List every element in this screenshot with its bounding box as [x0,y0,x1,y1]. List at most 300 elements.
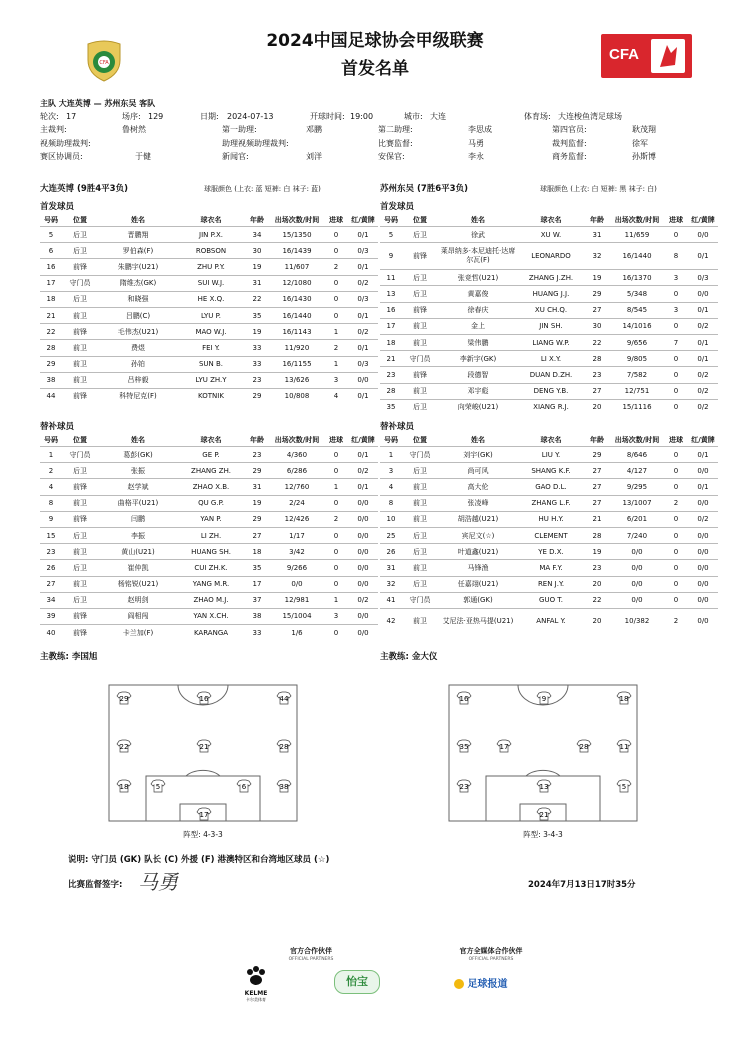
cell-age: 31 [244,479,270,495]
cell-age: 17 [244,576,270,592]
cell-cards: 0/1 [348,388,378,404]
away-coach: 主教练: 金大仪 [380,652,438,662]
cell-shirt-name: HU H.Y. [518,511,584,527]
away-starting-row [380,286,718,302]
cell-shirt-name: YE D.X. [518,544,584,560]
player-shirt-icon [497,740,511,752]
col-header-appearances: 出场次数/时间 [274,216,320,224]
cell-age: 19 [584,544,610,560]
cell-appearances: 16/1439 [270,243,324,259]
cell-number: 18 [380,334,402,350]
away-sub-row [380,479,718,495]
cell-age: 23 [584,367,610,383]
cell-shirt-name: LI X.Y. [518,351,584,367]
cell-appearances: 0/0 [270,576,324,592]
cell-appearances: 12/760 [270,479,324,495]
home-sub-row [40,560,378,576]
cell-appearances: 8/646 [610,447,664,463]
cell-number: 35 [380,399,402,415]
cell-name: 郭通(GK) [438,592,518,608]
player-shirt-icon [617,780,631,792]
player-shirt-icon [197,808,211,820]
cell-appearances: 9/266 [270,560,324,576]
home-sub-row [40,463,378,479]
cell-number: 22 [40,324,62,340]
cell-name: 罗伯森(F) [98,243,178,259]
cell-number: 8 [380,495,402,511]
cell-goals: 0 [324,447,348,463]
cell-shirt-name: LYU ZH.Y [178,372,244,388]
cell-cards: 0/0 [688,286,718,302]
cell-position: 前锋 [62,625,98,641]
cell-name: 杨铭锐(U21) [98,576,178,592]
cell-age: 19 [244,259,270,275]
cell-name: 和晓强 [98,291,178,307]
cell-name: 张竞哲(U21) [438,270,518,286]
cell-appearances: 11/607 [270,259,324,275]
col-header-name: 姓名 [131,216,145,224]
cell-shirt-name: REN J.Y. [518,576,584,592]
cell-age: 29 [244,388,270,404]
cell-shirt-name: LEONARDO [518,243,584,270]
cell-age: 21 [584,511,610,527]
pitch-lines [108,684,298,822]
home-starting-row [40,324,378,340]
col-header-cards: 红/黄牌 [351,216,375,224]
cell-position: 后卫 [402,544,438,560]
away-starting-row [380,383,718,399]
cell-name: 隋维杰(GK) [98,275,178,291]
cell-name: 尚可风 [438,463,518,479]
cell-appearances: 2/24 [270,495,324,511]
svg-text:17: 17 [199,811,209,819]
cell-goals: 0 [664,592,688,608]
cell-shirt-name: CUI ZH.K. [178,560,244,576]
cell-cards: 0/0 [348,544,378,560]
cell-shirt-name: DENG Y.B. [518,383,584,399]
away-subs-table [380,434,718,635]
cell-cards: 0/0 [348,372,378,388]
cell-appearances: 10/382 [610,608,664,635]
cell-age: 28 [584,527,610,543]
cell-number: 11 [380,270,402,286]
player-shirt-icon [277,780,291,792]
svg-text:23: 23 [459,783,469,791]
cell-name: 李新宇(GK) [438,351,518,367]
cell-goals: 0 [324,560,348,576]
cell-appearances: 10/808 [270,388,324,404]
cell-age: 38 [244,608,270,624]
cell-appearances: 9/656 [610,334,664,350]
cell-name: 宾尼文(☆) [438,527,518,543]
cell-goals: 0 [324,527,348,543]
col-header-number: 号码 [384,216,398,224]
cell-age: 20 [584,399,610,415]
cell-number: 9 [380,243,402,270]
cell-position: 守门员 [62,275,98,291]
cell-goals: 0 [324,576,348,592]
away-pitch-diagram [448,684,638,822]
cell-name: 金上 [438,318,518,334]
cell-position: 前卫 [62,356,98,372]
svg-text:13: 13 [539,783,549,791]
away-sub-row [380,592,718,608]
cell-shirt-name: ZHANG ZH. [178,463,244,479]
cell-name: 张凌峰 [438,495,518,511]
cell-age: 20 [584,608,610,635]
col-header-goals: 进球 [669,216,683,224]
cell-position: 前卫 [62,372,98,388]
cell-name: 徐武 [438,227,518,243]
cell-goals: 0 [324,227,348,243]
cell-shirt-name: GE P. [178,447,244,463]
cell-cards: 0/0 [348,608,378,624]
cell-appearances: 4/127 [610,463,664,479]
svg-text:16: 16 [199,695,209,703]
cell-number: 44 [40,388,62,404]
cell-shirt-name: YANG M.R. [178,576,244,592]
cell-number: 16 [380,302,402,318]
col-header-age: 年龄 [590,436,604,444]
cell-goals: 0 [664,479,688,495]
col-header-name: 姓名 [131,436,145,444]
col-header-shirt-name: 球衣名 [200,436,222,444]
player-shirt-icon [197,692,211,704]
cell-name: 吕梓毅 [98,372,178,388]
cell-appearances: 11/659 [610,227,664,243]
cell-shirt-name: HUANG SH. [178,544,244,560]
home-subs-heading: 替补球员 [40,422,75,432]
cell-goals: 2 [664,608,688,635]
cell-name: 向荣峻(U21) [438,399,518,415]
cell-age: 35 [244,307,270,323]
cell-cards: 0/2 [688,383,718,399]
cell-goals: 1 [324,479,348,495]
cell-goals: 0 [324,307,348,323]
cell-cards: 0/1 [688,334,718,350]
cell-number: 23 [40,544,62,560]
flame-icon [651,39,685,73]
cell-name: 吕鹏(C) [98,307,178,323]
cell-goals: 1 [324,324,348,340]
cell-number: 9 [40,511,62,527]
col-header-position: 位置 [413,216,427,224]
cell-number: 31 [380,560,402,576]
cell-shirt-name: SHANG K.F. [518,463,584,479]
home-starting-row [40,243,378,259]
cell-appearances: 13/1007 [610,495,664,511]
cell-position: 前锋 [62,608,98,624]
cell-shirt-name: YAN X.CH. [178,608,244,624]
cell-position: 后卫 [62,592,98,608]
cell-name: 张振 [98,463,178,479]
home-starting-table [40,214,378,404]
cell-goals: 3 [664,302,688,318]
player-shirt-icon [537,808,551,820]
svg-text:11: 11 [619,743,629,751]
cell-number: 5 [40,227,62,243]
home-formation: 阵型: 4-3-3 [183,830,223,839]
cell-goals: 0 [664,447,688,463]
cell-shirt-name: GAO D.L. [518,479,584,495]
col-header-appearances: 出场次数/时间 [274,436,320,444]
player-shirt-icon [117,740,131,752]
cell-position: 后卫 [402,286,438,302]
cell-number: 1 [40,447,62,463]
cell-cards: 0/1 [348,227,378,243]
cell-number: 32 [380,576,402,592]
cell-number: 41 [380,592,402,608]
legend-note: 说明: 守门员 (GK) 队长 (C) 外援 (F) 港澳特区和台湾地区球员 (☆) [68,855,330,865]
cell-appearances: 0/0 [610,544,664,560]
cell-age: 28 [584,351,610,367]
cell-shirt-name: MAO W.J. [178,324,244,340]
cell-number: 4 [380,479,402,495]
cell-goals: 1 [324,592,348,608]
cell-name: 黄山(U21) [98,544,178,560]
cell-shirt-name: LIANG W.P. [518,334,584,350]
cell-cards: 0/1 [348,307,378,323]
cell-appearances: 12/426 [270,511,324,527]
cell-number: 17 [40,275,62,291]
cell-position: 前卫 [402,608,438,635]
cell-position: 后卫 [62,243,98,259]
pitch-lines [448,684,638,822]
cell-cards: 0/1 [348,340,378,356]
away-starting-row [380,351,718,367]
cell-name: 卡兰加(F) [98,625,178,641]
cell-age: 27 [244,527,270,543]
cell-name: 马锋渔 [438,560,518,576]
home-starting-row [40,340,378,356]
svg-text:28: 28 [579,743,589,751]
cell-position: 前卫 [402,318,438,334]
cell-cards: 0/0 [348,576,378,592]
cell-age: 22 [584,334,610,350]
col-header-number: 号码 [44,436,58,444]
home-sub-row [40,495,378,511]
signature-label: 比赛监督签字: [68,880,123,890]
cell-shirt-name: MA F.Y. [518,560,584,576]
away-sub-row [380,608,718,635]
cell-position: 前卫 [402,560,438,576]
home-pitch-diagram [108,684,298,822]
cell-name: 黄嘉俊 [438,286,518,302]
cell-age: 20 [584,576,610,592]
player-shirt-icon [457,692,471,704]
home-sub-row [40,544,378,560]
cell-age: 29 [244,511,270,527]
col-header-position: 位置 [413,436,427,444]
cell-shirt-name: FEI Y. [178,340,244,356]
cell-cards: 0/1 [348,479,378,495]
cell-number: 15 [40,527,62,543]
cell-number: 39 [40,608,62,624]
cell-cards: 0/0 [688,495,718,511]
cell-number: 38 [40,372,62,388]
ball-icon [454,979,464,989]
cell-number: 13 [380,286,402,302]
cell-goals: 3 [324,372,348,388]
cell-goals: 3 [664,270,688,286]
cell-appearances: 16/1440 [610,243,664,270]
cell-cards: 0/0 [688,560,718,576]
away-sub-row [380,576,718,592]
away-sub-row [380,463,718,479]
cell-age: 27 [584,495,610,511]
cell-appearances: 12/1080 [270,275,324,291]
cell-number: 16 [40,259,62,275]
cell-name: 艾尼法·亚热马提(U21) [438,608,518,635]
away-sub-row [380,447,718,463]
player-shirt-icon [457,780,471,792]
cell-age: 30 [584,318,610,334]
cell-age: 27 [584,302,610,318]
cell-goals: 0 [664,383,688,399]
cell-position: 后卫 [402,576,438,592]
away-formation: 阵型: 3-4-3 [523,830,563,839]
cell-age: 37 [244,592,270,608]
cell-shirt-name: LI ZH. [178,527,244,543]
cell-appearances: 12/751 [610,383,664,399]
cell-shirt-name: LYU P. [178,307,244,323]
cell-shirt-name: GUO T. [518,592,584,608]
cell-number: 29 [40,356,62,372]
away-starting-table [380,214,718,415]
player-shirt-icon [537,780,551,792]
home-sub-row [40,527,378,543]
cell-age: 18 [244,544,270,560]
cell-name: 莱昂纳多·本尼迪托·达席尔瓦(F) [438,243,518,270]
cell-appearances: 12/981 [270,592,324,608]
cell-name: 晋鹏翔 [98,227,178,243]
away-starting-row [380,334,718,350]
col-header-shirt-name: 球衣名 [540,436,562,444]
cell-position: 后卫 [402,399,438,415]
cell-shirt-name: JIN P.X. [178,227,244,243]
player-shirt-icon [277,740,291,752]
cell-name: 毛伟杰(U21) [98,324,178,340]
cell-cards: 0/1 [688,351,718,367]
cell-cards: 0/0 [348,495,378,511]
col-header-cards: 红/黄牌 [691,216,715,224]
cell-cards: 0/2 [688,367,718,383]
away-sub-row [380,495,718,511]
cell-goals: 0 [324,544,348,560]
cell-appearances: 16/1370 [610,270,664,286]
cell-appearances: 7/582 [610,367,664,383]
cell-goals: 8 [664,243,688,270]
cell-name: 闫鹏 [98,511,178,527]
cell-position: 前卫 [402,511,438,527]
cell-age: 33 [244,625,270,641]
cell-cards: 0/3 [688,270,718,286]
cell-position: 前卫 [62,544,98,560]
cell-position: 后卫 [402,227,438,243]
media-partner-subtitle: OFFICIAL PARTNERS [468,957,514,962]
svg-text:18: 18 [119,783,129,791]
cell-position: 后卫 [402,527,438,543]
away-sub-row [380,511,718,527]
cell-name: 胡浩越(U21) [438,511,518,527]
cell-number: 26 [380,544,402,560]
cell-cards: 0/1 [688,447,718,463]
cell-age: 33 [244,340,270,356]
away-team-name: 苏州东吴 (7胜6平3负) [380,184,468,194]
page-title: 2024中国足球协会甲级联赛 [266,31,484,51]
cell-shirt-name: SUN B. [178,356,244,372]
cell-number: 18 [40,291,62,307]
cell-number: 3 [380,463,402,479]
kelme-logo: KELME 卡尔美体育 [236,966,276,1003]
cell-appearances: 3/42 [270,544,324,560]
cell-position: 前卫 [402,495,438,511]
home-subs-table [40,434,378,640]
svg-text:5: 5 [155,783,161,791]
cell-number: 40 [40,625,62,641]
cell-shirt-name: ROBSON [178,243,244,259]
cell-shirt-name: XIANG R.J. [518,399,584,415]
cell-cards: 0/0 [348,625,378,641]
svg-text:35: 35 [459,743,469,751]
cell-position: 前卫 [62,307,98,323]
home-starting-row [40,372,378,388]
zqbd-logo: 足球报道 [454,975,507,990]
cell-cards: 0/2 [688,318,718,334]
cell-name: 徐春庆 [438,302,518,318]
home-starting-row [40,227,378,243]
home-sub-row [40,511,378,527]
cell-position: 前卫 [62,576,98,592]
cell-number: 4 [40,479,62,495]
cell-name: 叶道鑫(U21) [438,544,518,560]
cell-appearances: 14/1016 [610,318,664,334]
teams-line: 主队 大连英博 — 苏州东吴 客队 [40,99,156,108]
cell-number: 21 [40,307,62,323]
cell-cards: 0/1 [688,302,718,318]
cell-appearances: 0/0 [610,576,664,592]
cell-goals: 0 [664,576,688,592]
col-header-goals: 进球 [669,436,683,444]
cell-number: 5 [380,227,402,243]
partner-subtitle: OFFICIAL PARTNERS [288,957,334,962]
cell-goals: 0 [324,463,348,479]
cell-appearances: 0/0 [610,592,664,608]
svg-text:9: 9 [541,695,547,703]
col-header-cards: 红/黄牌 [691,436,715,444]
cell-shirt-name: QU G.P. [178,495,244,511]
cell-shirt-name: ANFAL Y. [518,608,584,635]
col-header-number: 号码 [44,216,58,224]
cell-number: 27 [40,576,62,592]
cell-age: 27 [584,383,610,399]
cell-shirt-name: KARANGA [178,625,244,641]
cell-appearances: 0/0 [610,560,664,576]
cell-age: 23 [584,560,610,576]
cell-appearances: 6/286 [270,463,324,479]
cell-position: 守门员 [402,447,438,463]
cell-goals: 0 [664,351,688,367]
cell-position: 后卫 [402,463,438,479]
cell-age: 29 [584,447,610,463]
cell-appearances: 9/805 [610,351,664,367]
cell-age: 34 [244,227,270,243]
cell-name: 高大伦 [438,479,518,495]
cell-appearances: 1/17 [270,527,324,543]
cell-cards: 0/1 [688,243,718,270]
cell-goals: 0 [324,275,348,291]
cell-shirt-name: HE X.Q. [178,291,244,307]
